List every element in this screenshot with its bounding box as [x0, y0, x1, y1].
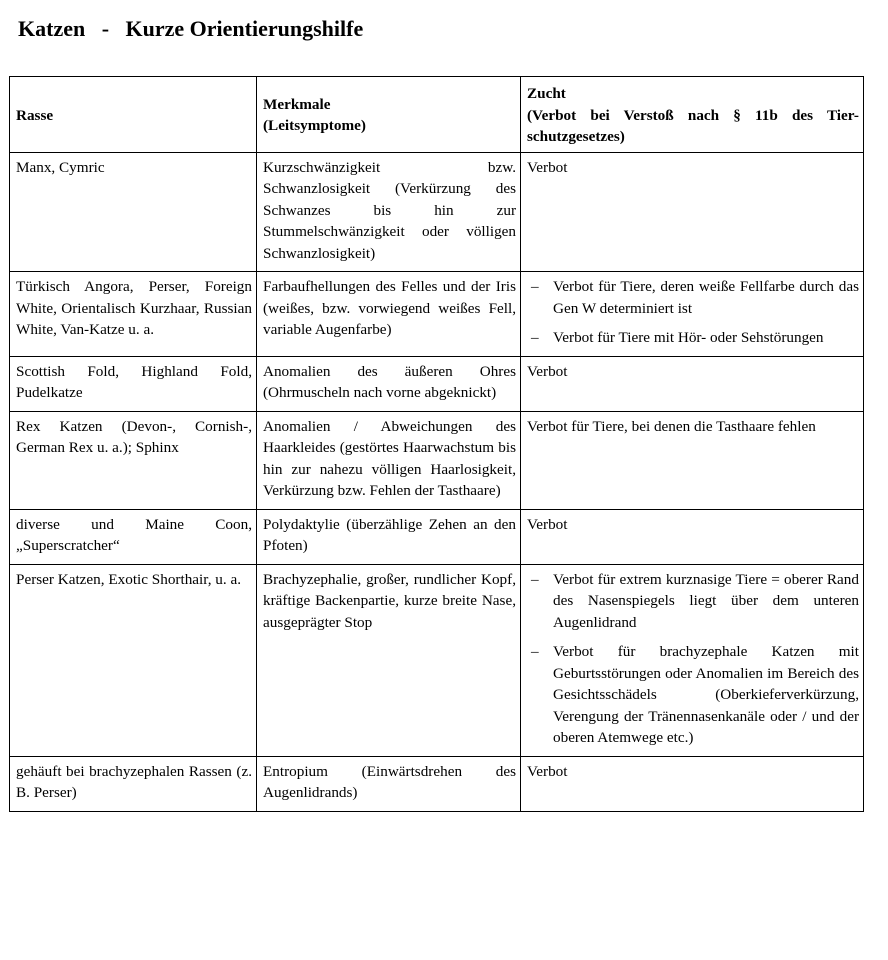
cell-zucht	[521, 509, 864, 564]
zucht-list-text: Verbot für brachyzephale Katzen mit Geburtsstörungen oder Anomalien im Bereich des Gesichtsschädels (Oberkieferverkürzung, Verengung der Tränennasenkanäle oder / und der oberen Atemwege etc.)	[553, 643, 859, 746]
table-row	[10, 152, 864, 272]
header-merkmale	[257, 77, 521, 153]
dash-bullet: –	[531, 570, 539, 588]
header-rasse	[10, 77, 257, 153]
zucht-list-item	[527, 641, 859, 749]
cell-zucht	[521, 411, 864, 509]
zucht-list	[527, 276, 859, 349]
cell-rasse: Manx, Cymric	[10, 152, 257, 272]
cell-merkmale: Kurzschwänzigkeit bzw. Schwanzlosigkeit (Verkürzung des Schwanzes bis hin zur Stummelschwänzigkeit oder völligen Schwanzlosigkeit)	[257, 152, 521, 272]
header-merkmale-label: Merkmale	[263, 95, 331, 113]
cell-merkmale: Brachyzephalie, großer, rundlicher Kopf, kräftige Backenpartie, kurze breite Nase, ausgeprägter Stop	[257, 564, 521, 756]
dash-bullet: –	[531, 643, 539, 660]
cell-rasse: Scottish Fold, Highland Fold, Pudelkatze	[10, 356, 257, 411]
zucht-list-item	[527, 569, 859, 634]
cell-zucht	[521, 756, 864, 811]
zucht-list	[527, 569, 859, 749]
table-row	[10, 411, 864, 509]
zucht-text: Verbot	[527, 515, 568, 533]
header-zucht-sublabel-1: (Verbot bei Verstoß nach § 11b des Tier-	[527, 106, 859, 124]
header-merkmale-sublabel: (Leitsymptome)	[263, 117, 366, 135]
cell-zucht	[521, 152, 864, 272]
cell-zucht	[521, 356, 864, 411]
cell-rasse: diverse und Maine Coon, „Superscratcher“	[10, 509, 257, 564]
table-row	[10, 509, 864, 564]
cell-zucht	[521, 564, 864, 756]
zucht-list-text: Verbot für extrem kurznasige Tiere = oberer Rand des Nasenspiegels liegt über dem unteren Augenlidrand	[553, 570, 859, 631]
zucht-list-item	[527, 276, 859, 319]
header-zucht-label: Zucht	[527, 85, 566, 102]
zucht-text: Verbot	[527, 762, 568, 780]
cell-rasse: Rex Katzen (Devon-, Cornish-, German Rex u. a.); Sphinx	[10, 411, 257, 509]
dash-bullet: –	[531, 329, 539, 346]
zucht-list-text: Verbot für Tiere, deren weiße Fellfarbe durch das Gen W determiniert ist	[553, 278, 859, 317]
table-row	[10, 564, 864, 756]
cell-rasse: Türkisch Angora, Perser, Foreign White, Orientalisch Kurzhaar, Russian White, Van-Katze u. a.	[10, 272, 257, 357]
header-zucht	[521, 77, 864, 153]
cell-merkmale: Farbaufhellungen des Felles und der Iris (weißes, bzw. vorwiegend weißes Fell, variable Augenfarbe)	[257, 272, 521, 357]
zucht-text: Verbot	[527, 362, 568, 380]
zucht-list-item	[527, 327, 859, 349]
cell-merkmale: Anomalien des äußeren Ohres (Ohrmuscheln nach vorne abgeknickt)	[257, 356, 521, 411]
table-row	[10, 356, 864, 411]
table-header-row	[10, 77, 864, 153]
cell-merkmale: Entropium (Einwärtsdrehen des Augenlidrands)	[257, 756, 521, 811]
table-row	[10, 756, 864, 811]
cell-merkmale: Anomalien / Abweichungen des Haarkleides (gestörtes Haarwachstum bis hin zur nahezu völligen Haarlosigkeit, Verkürzung bzw. Fehlen der Tasthaare)	[257, 411, 521, 509]
table-body	[10, 152, 864, 811]
header-zucht-sublabel-2: schutzgesetzes)	[527, 128, 625, 145]
cell-rasse: gehäuft bei brachyzephalen Rassen (z. B. Perser)	[10, 756, 257, 811]
cell-zucht	[521, 272, 864, 357]
dash-bullet: –	[531, 278, 539, 295]
cell-rasse: Perser Katzen, Exotic Shorthair, u. a.	[10, 564, 257, 756]
cell-merkmale: Polydaktylie (überzählige Zehen an den Pfoten)	[257, 509, 521, 564]
zucht-text: Verbot für Tiere, bei denen die Tasthaare fehlen	[527, 417, 816, 435]
orientation-table	[9, 76, 864, 812]
header-rasse-label: Rasse	[16, 106, 54, 124]
table-row	[10, 272, 864, 357]
zucht-list-text: Verbot für Tiere mit Hör- oder Sehstörungen	[553, 329, 824, 346]
document-title: Katzen - Kurze Orientierungshilfe	[18, 16, 364, 41]
zucht-text: Verbot	[527, 158, 568, 176]
